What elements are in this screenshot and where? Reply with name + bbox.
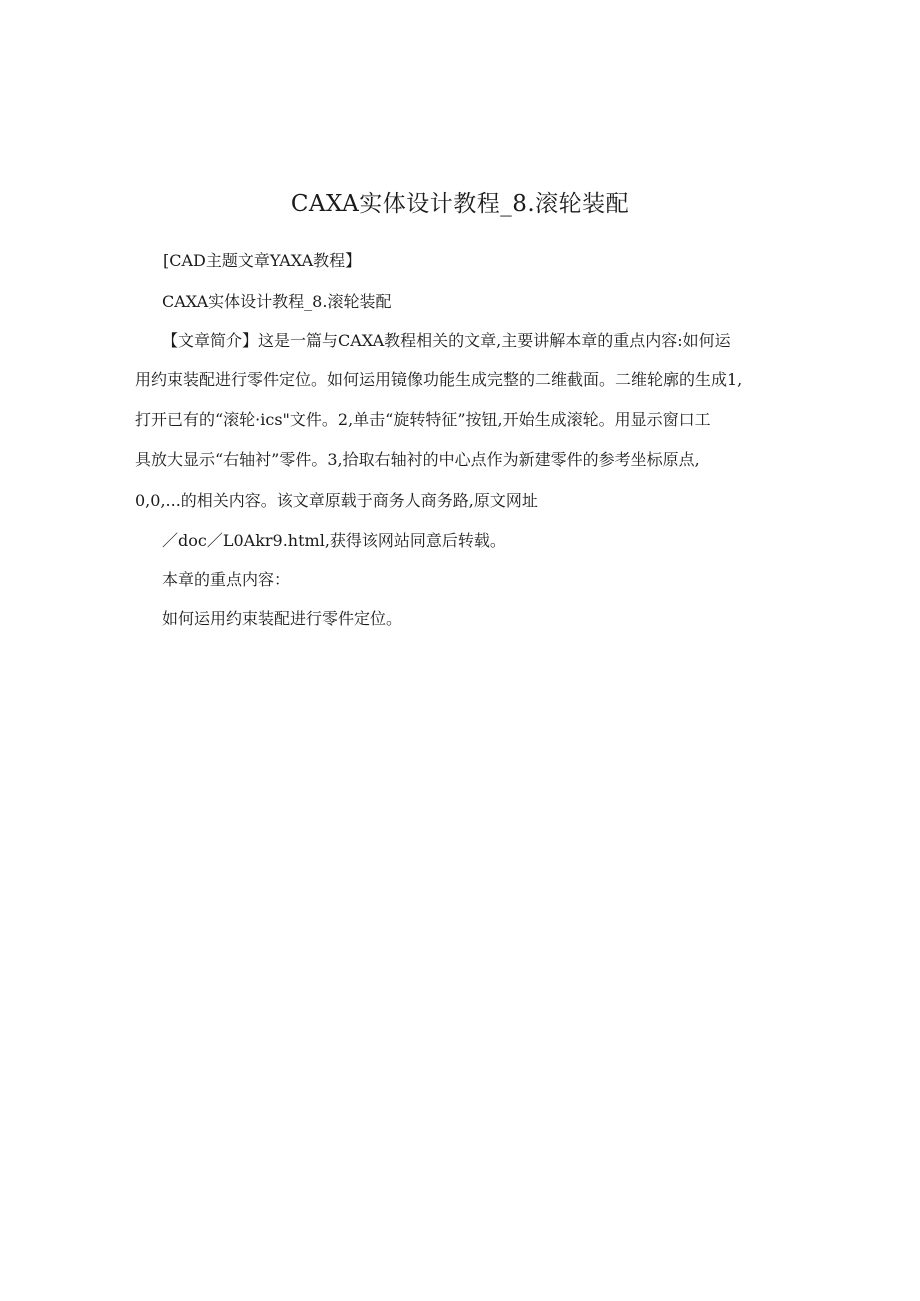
article-subtitle: CAXA实体设计教程_8.滚轮装配 [162,292,392,311]
summary-line-1: 【文章简介】这是一篇与CAXA教程相关的文章,主要讲解本章的重点内容:如何运 [162,331,731,350]
category-tag-line: [CAD主题文章YAXA教程】 [163,251,362,270]
summary-line-2: 用约束装配进行零件定位。如何运用镜像功能生成完整的二维截面。二维轮廓的生成1, [135,370,743,389]
document-title: CAXA实体设计教程_8.滚轮装配 [290,191,630,217]
source-url-line: ／doc／L0Akr9.html,获得该网站同意后转载。 [162,531,506,550]
summary-line-4: 具放大显示“右轴衬”零件。3,拾取右轴衬的中心点作为新建零件的参考坐标原点, [135,450,700,469]
summary-line-5: 0,0,...的相关内容。该文章原载于商务人商务路,原文网址 [135,491,538,510]
key-points-heading: 本章的重点内容： [162,570,291,589]
key-point-item: 如何运用约束装配进行零件定位。 [162,609,403,628]
summary-line-3: 打开已有的“滚轮·ics"文件。2,单击“旋转特征”按钮,开始生成滚轮。用显示窗口工 [135,410,711,429]
